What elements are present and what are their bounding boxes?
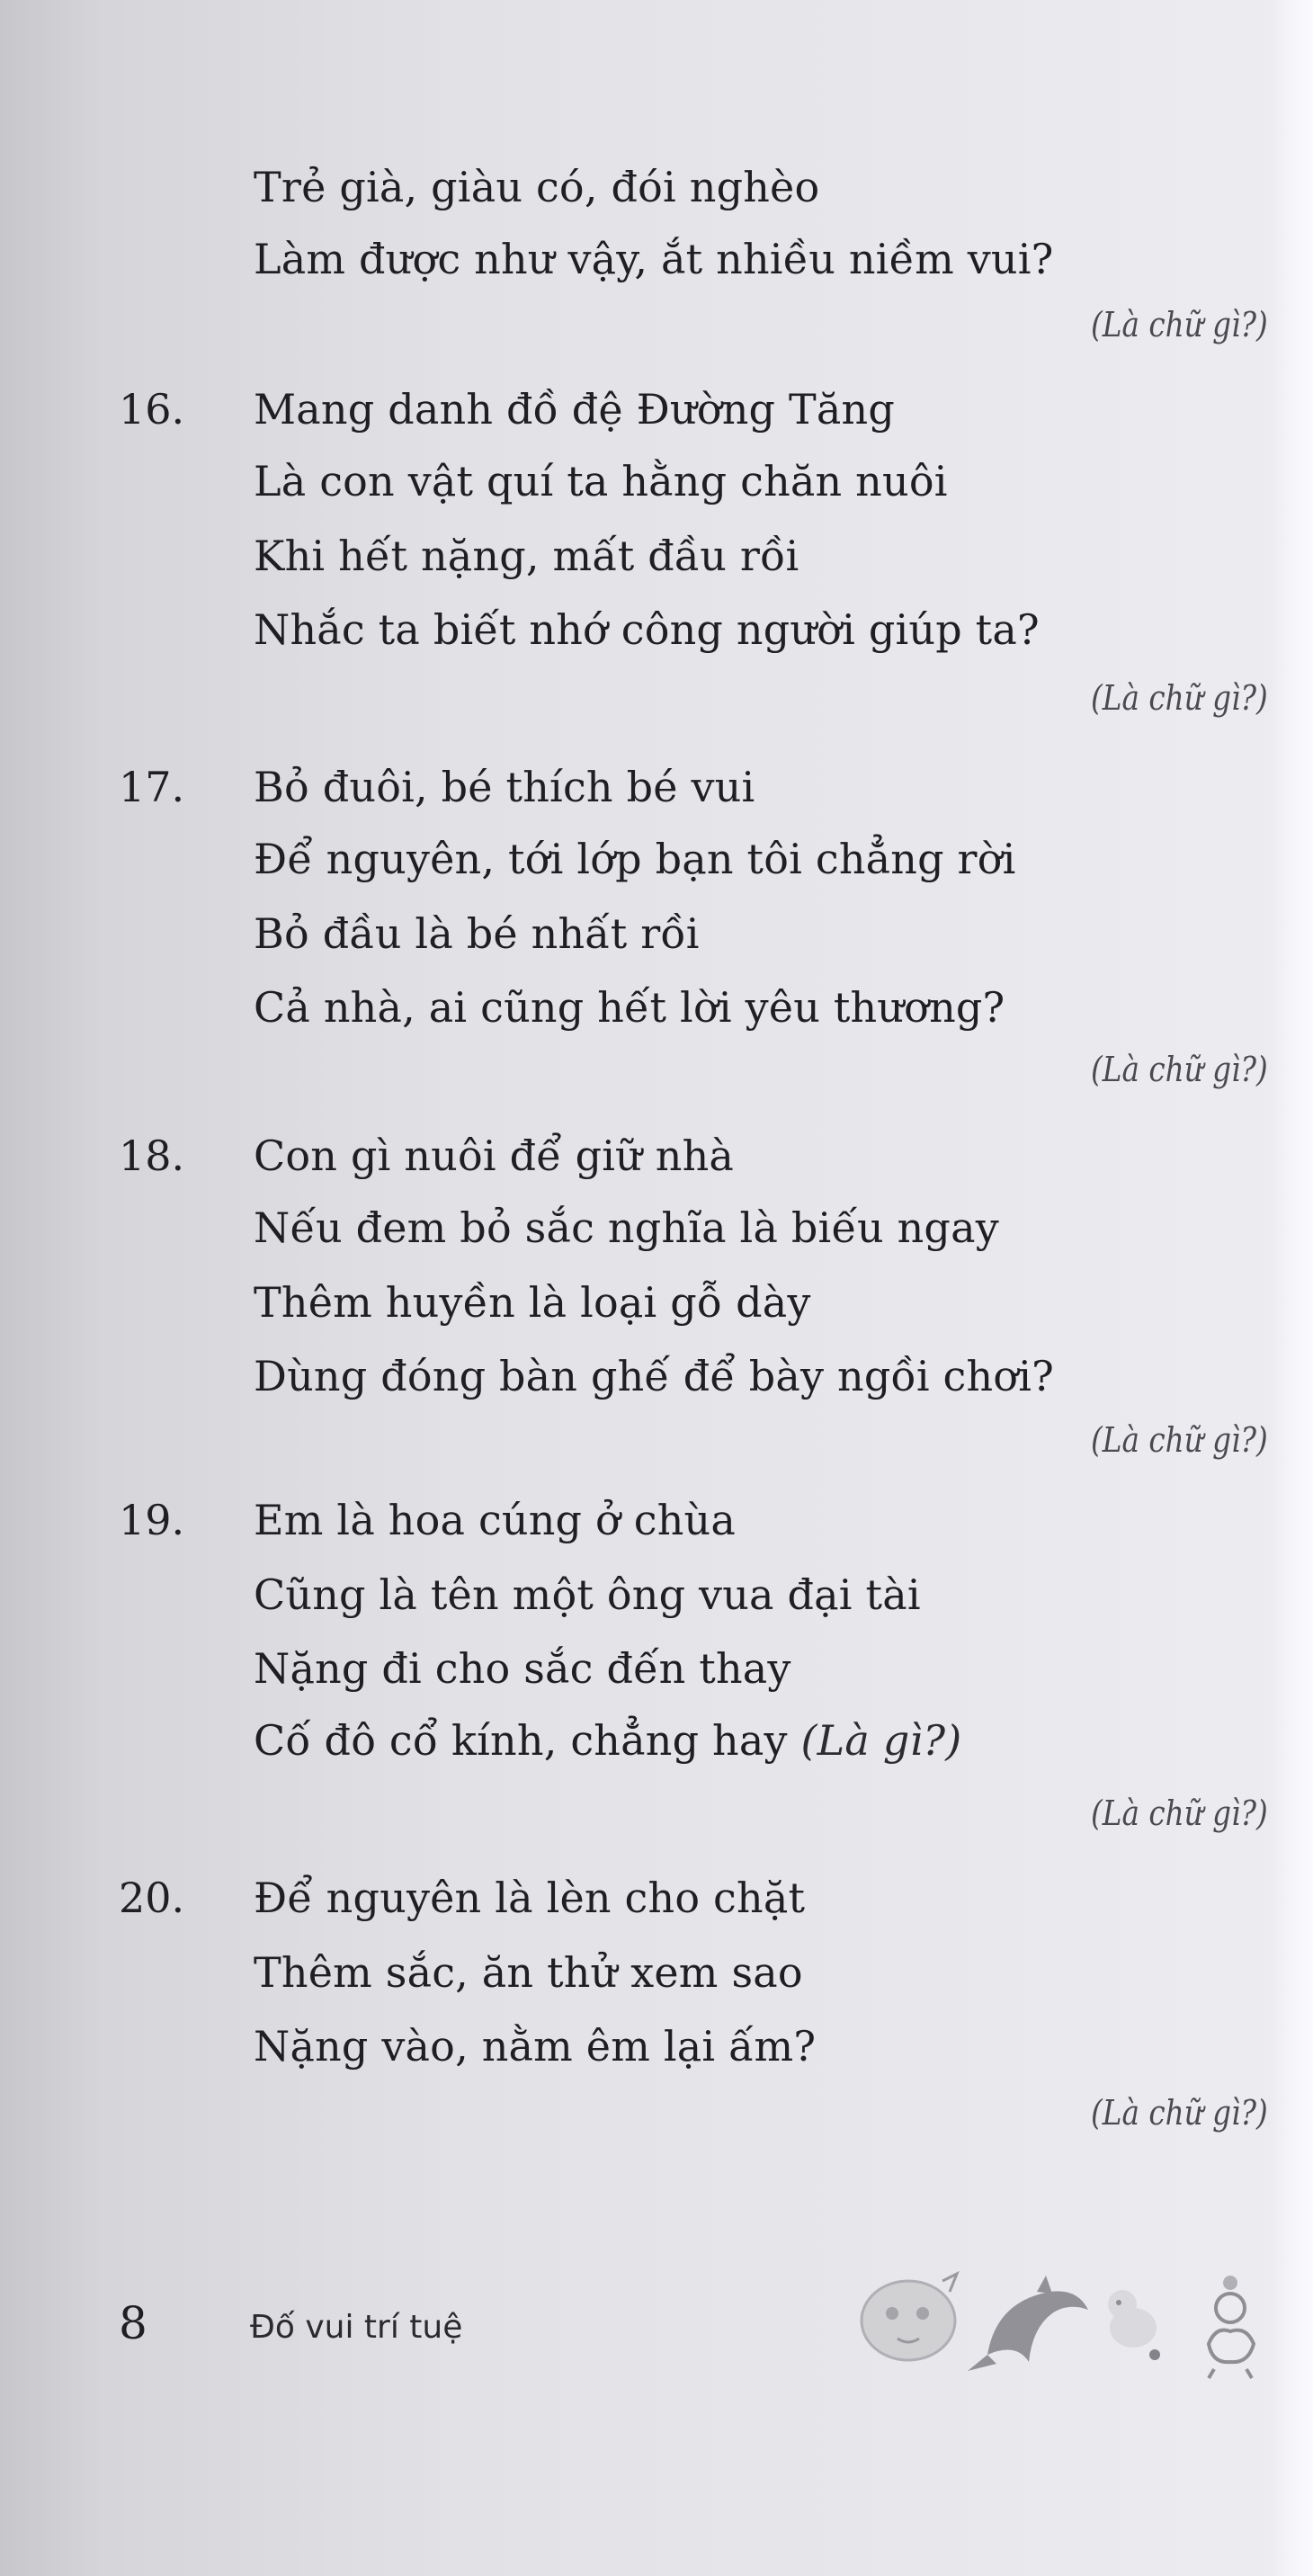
footer-decoration bbox=[853, 2256, 1275, 2382]
riddle-19-answer-prompt: (Là chữ gì?) bbox=[1091, 1793, 1268, 1833]
riddle-17-number: 17. bbox=[119, 763, 185, 811]
riddle-19-inline-question: (Là gì?) bbox=[800, 1716, 962, 1765]
baby-icon bbox=[1209, 2276, 1254, 2378]
riddle-18-line-2: Nếu đem bỏ sắc nghĩa là biếu ngay bbox=[254, 1203, 999, 1252]
riddle-20-line-2: Thêm sắc, ăn thử xem sao bbox=[254, 1948, 803, 1997]
riddle-16-line-4: Nhắc ta biết nhớ công người giúp ta? bbox=[254, 605, 1040, 654]
riddle-20-number: 20. bbox=[119, 1874, 185, 1922]
intro-answer-prompt: (Là chữ gì?) bbox=[1091, 305, 1268, 344]
page-number: 8 bbox=[119, 2297, 147, 2349]
riddle-17-line-4: Cả nhà, ai cũng hết lời yêu thương? bbox=[254, 983, 1005, 1032]
riddle-16-answer-prompt: (Là chữ gì?) bbox=[1091, 678, 1268, 718]
dolphin-icon bbox=[968, 2276, 1088, 2371]
riddle-17-line-2: Để nguyên, tới lớp bạn tôi chẳng rời bbox=[254, 835, 1016, 883]
riddle-18-line-3: Thêm huyền là loại gỗ dày bbox=[254, 1278, 811, 1327]
riddle-18-line-4: Dùng đóng bàn ghế để bày ngồi chơi? bbox=[254, 1352, 1055, 1400]
riddle-18-answer-prompt: (Là chữ gì?) bbox=[1091, 1420, 1268, 1460]
riddle-20-line-1: Để nguyên là lèn cho chặt bbox=[254, 1874, 806, 1922]
riddle-20-answer-prompt: (Là chữ gì?) bbox=[1091, 2093, 1268, 2133]
duckling-icon bbox=[1108, 2290, 1160, 2360]
riddle-19-line-1: Em là hoa cúng ở chùa bbox=[254, 1496, 736, 1544]
intro-line-2: Làm được như vậy, ắt nhiều niềm vui? bbox=[254, 235, 1054, 283]
riddle-19-line-2: Cũng là tên một ông vua đại tài bbox=[254, 1570, 921, 1619]
riddle-20-line-3: Nặng vào, nằm êm lại ấm? bbox=[254, 2022, 817, 2071]
riddle-19-line-4 bbox=[254, 1716, 962, 1765]
cat-face-icon bbox=[862, 2274, 957, 2360]
riddle-17-line-3: Bỏ đầu là bé nhất rồi bbox=[254, 909, 700, 958]
intro-line-1: Trẻ già, giàu có, đói nghèo bbox=[254, 163, 820, 211]
riddle-16-line-1: Mang danh đồ đệ Đường Tăng bbox=[254, 385, 895, 434]
riddle-19-line-4-text: Cố đô cổ kính, chẳng hay bbox=[254, 1716, 788, 1765]
riddle-19-line-3: Nặng đi cho sắc đến thay bbox=[254, 1644, 791, 1693]
riddle-17-line-1: Bỏ đuôi, bé thích bé vui bbox=[254, 763, 755, 811]
riddle-17-answer-prompt: (Là chữ gì?) bbox=[1091, 1050, 1268, 1089]
riddle-18-line-1: Con gì nuôi để giữ nhà bbox=[254, 1131, 735, 1180]
riddle-18-number: 18. bbox=[119, 1131, 185, 1180]
riddle-19-number: 19. bbox=[119, 1496, 185, 1544]
riddle-16-number: 16. bbox=[119, 385, 185, 434]
book-title: Đố vui trí tuệ bbox=[250, 2309, 463, 2346]
page-edge-highlight bbox=[1270, 0, 1313, 2576]
riddle-16-line-3: Khi hết nặng, mất đầu rồi bbox=[254, 532, 799, 580]
riddle-16-line-2: Là con vật quí ta hằng chăn nuôi bbox=[254, 457, 948, 505]
